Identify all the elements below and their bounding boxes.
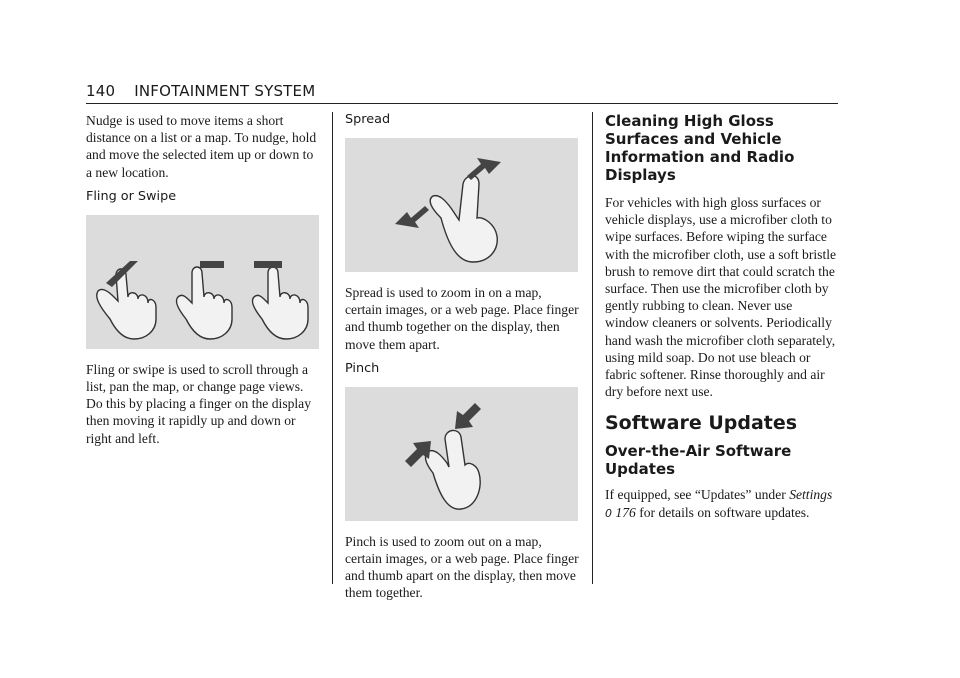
column-3 <box>605 112 839 530</box>
page-header <box>86 82 838 104</box>
column-divider-2 <box>592 112 593 584</box>
fling-paragraph: Fling or swipe is used to scroll through a list, pan the map, or change page views. Do this by placing a finger on the display then moving it rapidly up and down or right and left. <box>86 361 312 446</box>
page-number: 140 <box>86 82 116 100</box>
spread-hand-illustration <box>345 138 578 272</box>
pinch-figure <box>345 387 578 521</box>
cleaning-heading: Cleaning High Gloss Surfaces and Vehicle Information and Radio Displays <box>605 112 795 184</box>
fling-figure <box>86 215 319 349</box>
settings-reference-label: Settings <box>789 487 833 503</box>
section-title: INFOTAINMENT SYSTEM <box>134 82 316 100</box>
software-updates-heading: Software Updates <box>605 412 798 435</box>
ota-heading: Over-the-Air Software Updates <box>605 442 792 479</box>
settings-reference-page: 176 <box>615 504 636 520</box>
column-divider-1 <box>332 112 333 584</box>
ota-paragraph <box>605 486 839 521</box>
spread-figure <box>345 138 578 272</box>
cleaning-paragraph: For vehicles with high gloss surfaces or vehicle displays, use a microfiber cloth to wipe surfaces. Before wiping the surface with the microfiber cloth, use a soft bristle brush to remove dirt that could scratch the surface. Then use the microfiber cloth by gently rubbing to clean. Never use window cleaners or solvents. Periodically hand wash the microfiber cloth separately, using mild soap. Do not use bleach or fabric softener. Rinse thoroughly and air dry before next use. <box>605 195 837 400</box>
spread-caption: Spread <box>345 112 391 127</box>
spread-paragraph: Spread is used to zoom in on a map, certain images, or a web page. Place finger and thumb together on the display, then move them apart. <box>345 285 579 352</box>
ota-text-2: for details on software updates. <box>639 504 810 520</box>
fling-hands-illustration <box>86 215 319 349</box>
fling-caption: Fling or Swipe <box>86 188 177 204</box>
pinch-paragraph: Pinch is used to zoom out on a map, certain images, or a web page. Place finger and thumb apart on the display, then move them together. <box>345 533 579 601</box>
pinch-hand-illustration <box>345 387 578 521</box>
page-reference-icon: 0 <box>605 506 612 520</box>
ota-text-1: If equipped, see “Updates” under <box>605 487 786 503</box>
column-2 <box>345 112 579 610</box>
column-1 <box>86 112 320 455</box>
header-rule <box>86 103 838 104</box>
pinch-caption: Pinch <box>345 360 380 376</box>
nudge-paragraph: Nudge is used to move items a short distance on a list or a map. To nudge, hold and move the selected item up or down to a new location. <box>86 113 317 180</box>
